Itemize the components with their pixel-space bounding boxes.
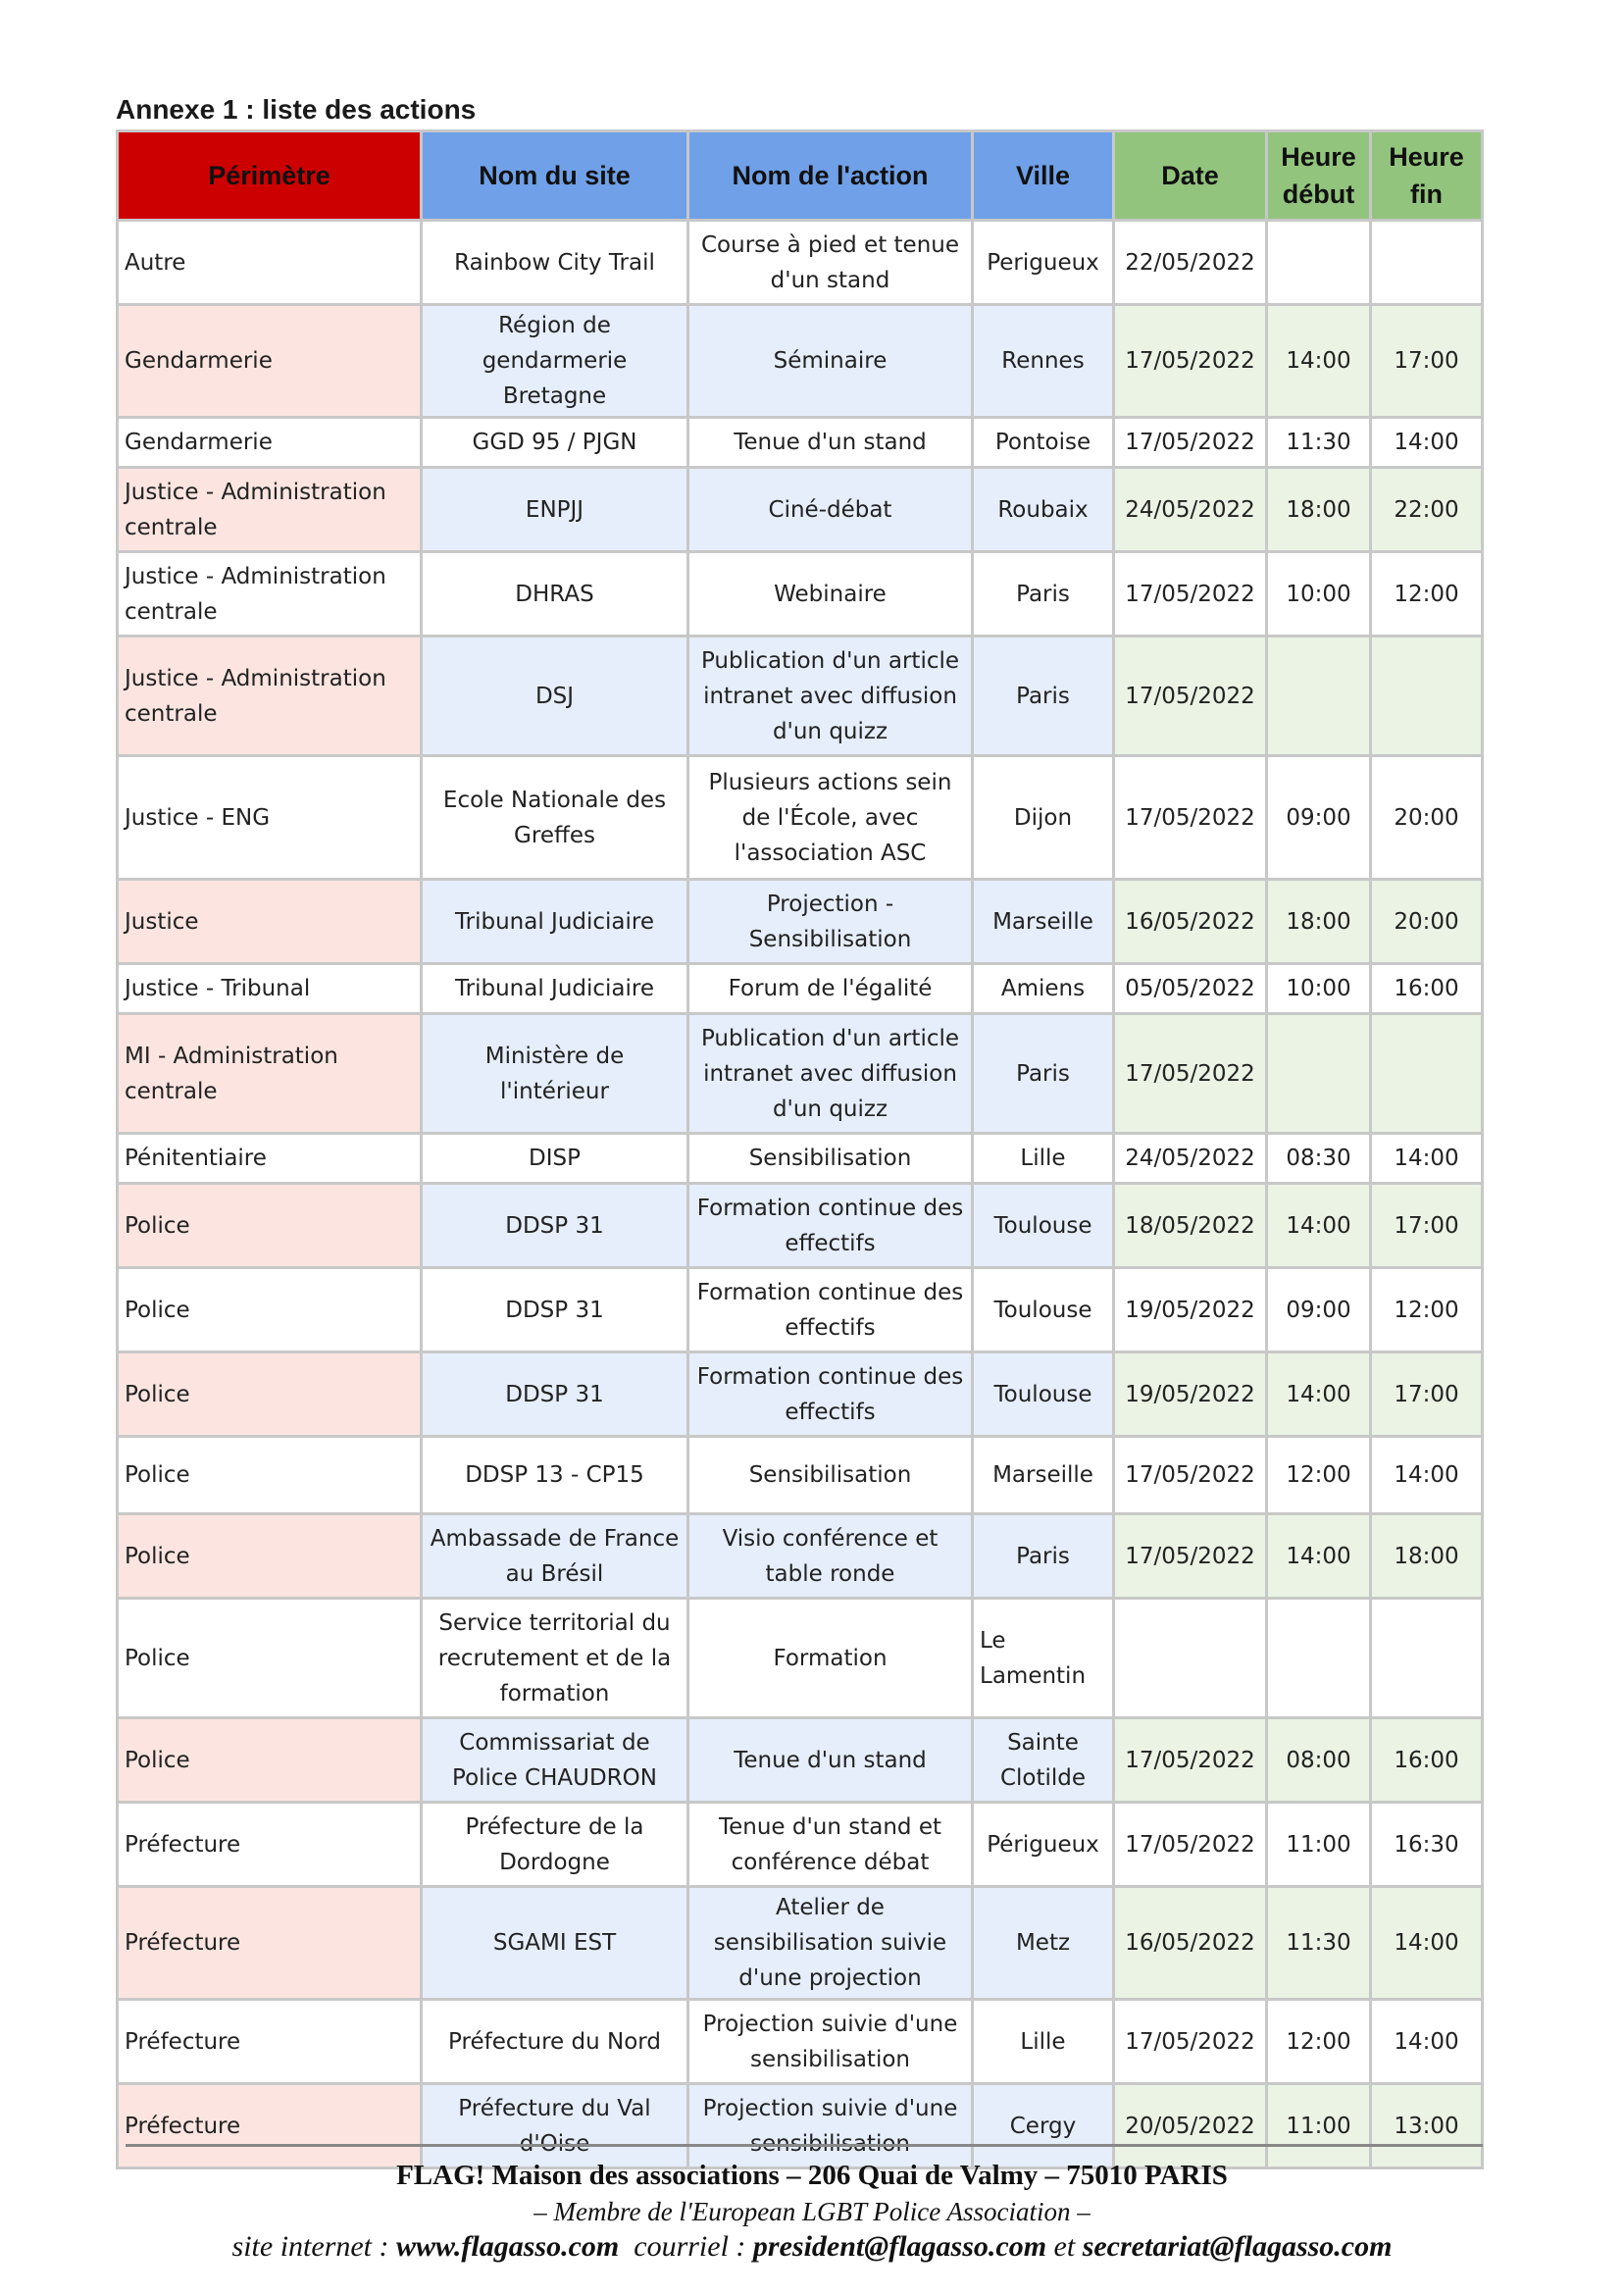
cell-heure-debut: 14:00	[1267, 305, 1371, 418]
cell-date: 17/05/2022	[1114, 1014, 1267, 1134]
cell-date: 17/05/2022	[1114, 1718, 1267, 1803]
table-row	[118, 1352, 1483, 1437]
cell-ville: Metz	[973, 1887, 1114, 2000]
cell-action: Projection suivie d'une sensibilisation	[688, 2084, 973, 2168]
cell-action: Tenue d'un stand	[688, 418, 973, 468]
cell-heure-fin: 14:00	[1371, 418, 1483, 468]
table-row	[118, 1514, 1483, 1599]
cell-heure-debut: 08:30	[1267, 1134, 1371, 1184]
cell-heure-debut: 11:30	[1267, 418, 1371, 468]
cell-heure-fin: 14:00	[1371, 1134, 1483, 1184]
cell-heure-fin: 17:00	[1371, 1352, 1483, 1437]
cell-ville: Marseille	[973, 880, 1114, 964]
cell-heure-fin	[1371, 1014, 1483, 1134]
cell-heure-debut: 12:00	[1267, 2000, 1371, 2084]
cell-heure-fin	[1371, 221, 1483, 305]
cell-heure-debut	[1267, 1014, 1371, 1134]
footer-site-label: site internet :	[231, 2230, 389, 2263]
cell-action: Projection suivie d'une sensibilisation	[688, 2000, 973, 2084]
cell-heure-fin: 14:00	[1371, 2000, 1483, 2084]
cell-heure-debut: 10:00	[1267, 552, 1371, 637]
cell-heure-fin: 16:00	[1371, 1718, 1483, 1803]
header-row	[118, 131, 1483, 221]
cell-action: Projection - Sensibilisation	[688, 880, 973, 964]
table-row	[118, 221, 1483, 305]
cell-date: 05/05/2022	[1114, 964, 1267, 1014]
table-row	[118, 880, 1483, 964]
footer-membership: – Membre de l'European LGBT Police Association –	[533, 2197, 1091, 2226]
cell-perimetre: Justice - ENG	[118, 756, 422, 880]
cell-action: Forum de l'égalité	[688, 964, 973, 1014]
header-action: Nom de l'action	[688, 131, 973, 221]
table-row	[118, 1184, 1483, 1268]
table-row	[118, 1014, 1483, 1134]
cell-perimetre: Justice - Administration centrale	[118, 468, 422, 552]
cell-heure-debut: 14:00	[1267, 1514, 1371, 1599]
cell-ville: Toulouse	[973, 1352, 1114, 1437]
cell-date: 24/05/2022	[1114, 468, 1267, 552]
cell-site: Préfecture du Val d'Oise	[422, 2084, 688, 2168]
cell-perimetre: Pénitentiaire	[118, 1134, 422, 1184]
cell-date: 19/05/2022	[1114, 1352, 1267, 1437]
table-row	[118, 2000, 1483, 2084]
cell-ville: Paris	[973, 552, 1114, 637]
cell-perimetre: MI - Administration centrale	[118, 1014, 422, 1134]
cell-heure-fin: 20:00	[1371, 756, 1483, 880]
cell-perimetre: Préfecture	[118, 1887, 422, 2000]
cell-heure-debut	[1267, 637, 1371, 756]
cell-ville: Cergy	[973, 2084, 1114, 2168]
cell-site: DDSP 13 - CP15	[422, 1437, 688, 1514]
table-row	[118, 468, 1483, 552]
cell-site: Région de gendarmerie Bretagne	[422, 305, 688, 418]
cell-site: DDSP 31	[422, 1268, 688, 1352]
cell-action: Plusieurs actions sein de l'École, avec l'association ASC	[688, 756, 973, 880]
footer-address: FLAG! Maison des associations – 206 Quai de Valmy – 75010 PARIS	[396, 2160, 1228, 2191]
cell-action: Tenue d'un stand et conférence débat	[688, 1803, 973, 1887]
cell-heure-fin: 14:00	[1371, 1437, 1483, 1514]
table-row	[118, 1268, 1483, 1352]
cell-heure-debut	[1267, 1599, 1371, 1718]
cell-perimetre: Autre	[118, 221, 422, 305]
header-heure-debut: Heure début	[1267, 131, 1371, 221]
cell-heure-fin: 22:00	[1371, 468, 1483, 552]
cell-date: 17/05/2022	[1114, 2000, 1267, 2084]
cell-date: 17/05/2022	[1114, 305, 1267, 418]
cell-perimetre: Police	[118, 1352, 422, 1437]
footer-website-link[interactable]: www.flagasso.com	[396, 2230, 620, 2263]
cell-ville: Marseille	[973, 1437, 1114, 1514]
cell-heure-fin: 16:00	[1371, 964, 1483, 1014]
cell-heure-debut: 14:00	[1267, 1184, 1371, 1268]
cell-heure-fin: 20:00	[1371, 880, 1483, 964]
cell-site: Tribunal Judiciaire	[422, 880, 688, 964]
cell-heure-fin	[1371, 637, 1483, 756]
cell-heure-debut: 11:00	[1267, 1803, 1371, 1887]
cell-site: Préfecture de la Dordogne	[422, 1803, 688, 1887]
cell-heure-debut: 10:00	[1267, 964, 1371, 1014]
cell-heure-debut: 14:00	[1267, 1352, 1371, 1437]
cell-date: 17/05/2022	[1114, 1803, 1267, 1887]
cell-perimetre: Police	[118, 1514, 422, 1599]
cell-site: DISP	[422, 1134, 688, 1184]
cell-perimetre: Justice	[118, 880, 422, 964]
actions-table	[116, 129, 1484, 2169]
cell-heure-fin: 16:30	[1371, 1803, 1483, 1887]
cell-perimetre: Police	[118, 1268, 422, 1352]
cell-action: Formation continue des effectifs	[688, 1268, 973, 1352]
cell-site: Commissariat de Police CHAUDRON	[422, 1718, 688, 1803]
footer-email-president[interactable]: president@flagasso.com	[752, 2230, 1047, 2263]
cell-date: 17/05/2022	[1114, 637, 1267, 756]
cell-ville: Lille	[973, 2000, 1114, 2084]
cell-date: 24/05/2022	[1114, 1134, 1267, 1184]
cell-site: Tribunal Judiciaire	[422, 964, 688, 1014]
footer-mail-label: courriel :	[634, 2230, 746, 2263]
cell-site: Ambassade de France au Brésil	[422, 1514, 688, 1599]
header-heure-fin: Heure fin	[1371, 131, 1483, 221]
header-site: Nom du site	[422, 131, 688, 221]
cell-perimetre: Préfecture	[118, 2000, 422, 2084]
table-row	[118, 1437, 1483, 1514]
cell-ville: Toulouse	[973, 1184, 1114, 1268]
header-date: Date	[1114, 131, 1267, 221]
cell-ville: Pontoise	[973, 418, 1114, 468]
cell-perimetre: Préfecture	[118, 2084, 422, 2168]
cell-heure-fin: 17:00	[1371, 305, 1483, 418]
cell-site: Rainbow City Trail	[422, 221, 688, 305]
table-row	[118, 1718, 1483, 1803]
cell-perimetre: Justice - Administration centrale	[118, 637, 422, 756]
cell-site: DDSP 31	[422, 1352, 688, 1437]
cell-date: 22/05/2022	[1114, 221, 1267, 305]
cell-site: ENPJJ	[422, 468, 688, 552]
cell-action: Course à pied et tenue d'un stand	[688, 221, 973, 305]
cell-action: Sensibilisation	[688, 1134, 973, 1184]
cell-date: 17/05/2022	[1114, 552, 1267, 637]
cell-site: Service territorial du recrutement et de la formation	[422, 1599, 688, 1718]
cell-action: Formation	[688, 1599, 973, 1718]
cell-heure-fin: 12:00	[1371, 1268, 1483, 1352]
cell-heure-debut: 11:00	[1267, 2084, 1371, 2168]
table-row	[118, 552, 1483, 637]
cell-site: Préfecture du Nord	[422, 2000, 688, 2084]
cell-date: 17/05/2022	[1114, 756, 1267, 880]
cell-ville: Paris	[973, 637, 1114, 756]
cell-action: Visio conférence et table ronde	[688, 1514, 973, 1599]
cell-ville: Dijon	[973, 756, 1114, 880]
cell-action: Webinaire	[688, 552, 973, 637]
cell-heure-fin: 18:00	[1371, 1514, 1483, 1599]
cell-heure-fin: 17:00	[1371, 1184, 1483, 1268]
cell-date: 17/05/2022	[1114, 418, 1267, 468]
cell-action: Tenue d'un stand	[688, 1718, 973, 1803]
cell-date: 19/05/2022	[1114, 1268, 1267, 1352]
cell-ville: Périgueux	[973, 1803, 1114, 1887]
table-row	[118, 756, 1483, 880]
cell-site: SGAMI EST	[422, 1887, 688, 2000]
cell-ville: Sainte Clotilde	[973, 1718, 1114, 1803]
cell-ville: Le Lamentin	[973, 1599, 1114, 1718]
cell-heure-debut: 18:00	[1267, 880, 1371, 964]
footer-contact	[0, 2230, 1624, 2264]
cell-heure-debut: 12:00	[1267, 1437, 1371, 1514]
cell-action: Formation continue des effectifs	[688, 1352, 973, 1437]
cell-ville: Toulouse	[973, 1268, 1114, 1352]
table-row	[118, 1599, 1483, 1718]
cell-heure-debut: 11:30	[1267, 1887, 1371, 2000]
cell-perimetre: Préfecture	[118, 1803, 422, 1887]
cell-site: DHRAS	[422, 552, 688, 637]
cell-date: 16/05/2022	[1114, 880, 1267, 964]
cell-date	[1114, 1599, 1267, 1718]
table-row	[118, 305, 1483, 418]
cell-heure-fin: 14:00	[1371, 1887, 1483, 2000]
page-title: Annexe 1 : liste des actions	[116, 94, 477, 125]
cell-perimetre: Justice - Tribunal	[118, 964, 422, 1014]
cell-perimetre: Gendarmerie	[118, 305, 422, 418]
cell-action: Formation continue des effectifs	[688, 1184, 973, 1268]
cell-perimetre: Police	[118, 1184, 422, 1268]
footer-email-secretariat[interactable]: secretariat@flagasso.com	[1082, 2230, 1393, 2263]
footer-divider	[126, 2144, 1483, 2147]
cell-heure-fin	[1371, 1599, 1483, 1718]
cell-site: GGD 95 / PJGN	[422, 418, 688, 468]
table-row	[118, 418, 1483, 468]
cell-site: DDSP 31	[422, 1184, 688, 1268]
cell-ville: Rennes	[973, 305, 1114, 418]
cell-ville: Lille	[973, 1134, 1114, 1184]
cell-site: Ministère de l'intérieur	[422, 1014, 688, 1134]
cell-heure-debut: 09:00	[1267, 1268, 1371, 1352]
header-perimetre: Périmètre	[118, 131, 422, 221]
cell-ville: Perigueux	[973, 221, 1114, 305]
cell-site: DSJ	[422, 637, 688, 756]
cell-date: 18/05/2022	[1114, 1184, 1267, 1268]
cell-ville: Paris	[973, 1014, 1114, 1134]
cell-heure-debut: 09:00	[1267, 756, 1371, 880]
cell-heure-debut: 08:00	[1267, 1718, 1371, 1803]
table-row	[118, 637, 1483, 756]
table-row	[118, 964, 1483, 1014]
cell-date: 20/05/2022	[1114, 2084, 1267, 2168]
cell-action: Séminaire	[688, 305, 973, 418]
cell-perimetre: Police	[118, 1599, 422, 1718]
cell-date: 16/05/2022	[1114, 1887, 1267, 2000]
table-row	[118, 1803, 1483, 1887]
cell-perimetre: Justice - Administration centrale	[118, 552, 422, 637]
cell-action: Publication d'un article intranet avec diffusion d'un quizz	[688, 637, 973, 756]
cell-date: 17/05/2022	[1114, 1514, 1267, 1599]
cell-perimetre: Police	[118, 1437, 422, 1514]
cell-heure-debut	[1267, 221, 1371, 305]
cell-perimetre: Police	[118, 1718, 422, 1803]
cell-site: Ecole Nationale des Greffes	[422, 756, 688, 880]
cell-action: Ciné-débat	[688, 468, 973, 552]
cell-date: 17/05/2022	[1114, 1437, 1267, 1514]
cell-ville: Roubaix	[973, 468, 1114, 552]
cell-action: Publication d'un article intranet avec diffusion d'un quizz	[688, 1014, 973, 1134]
cell-heure-fin: 12:00	[1371, 552, 1483, 637]
cell-action: Atelier de sensibilisation suivie d'une projection	[688, 1887, 973, 2000]
header-ville: Ville	[973, 131, 1114, 221]
table-row	[118, 2084, 1483, 2168]
cell-action: Sensibilisation	[688, 1437, 973, 1514]
table-row	[118, 1887, 1483, 2000]
footer-and: et	[1053, 2230, 1076, 2263]
cell-ville: Paris	[973, 1514, 1114, 1599]
cell-perimetre: Gendarmerie	[118, 418, 422, 468]
cell-heure-debut: 18:00	[1267, 468, 1371, 552]
cell-heure-fin: 13:00	[1371, 2084, 1483, 2168]
cell-ville: Amiens	[973, 964, 1114, 1014]
table-row	[118, 1134, 1483, 1184]
